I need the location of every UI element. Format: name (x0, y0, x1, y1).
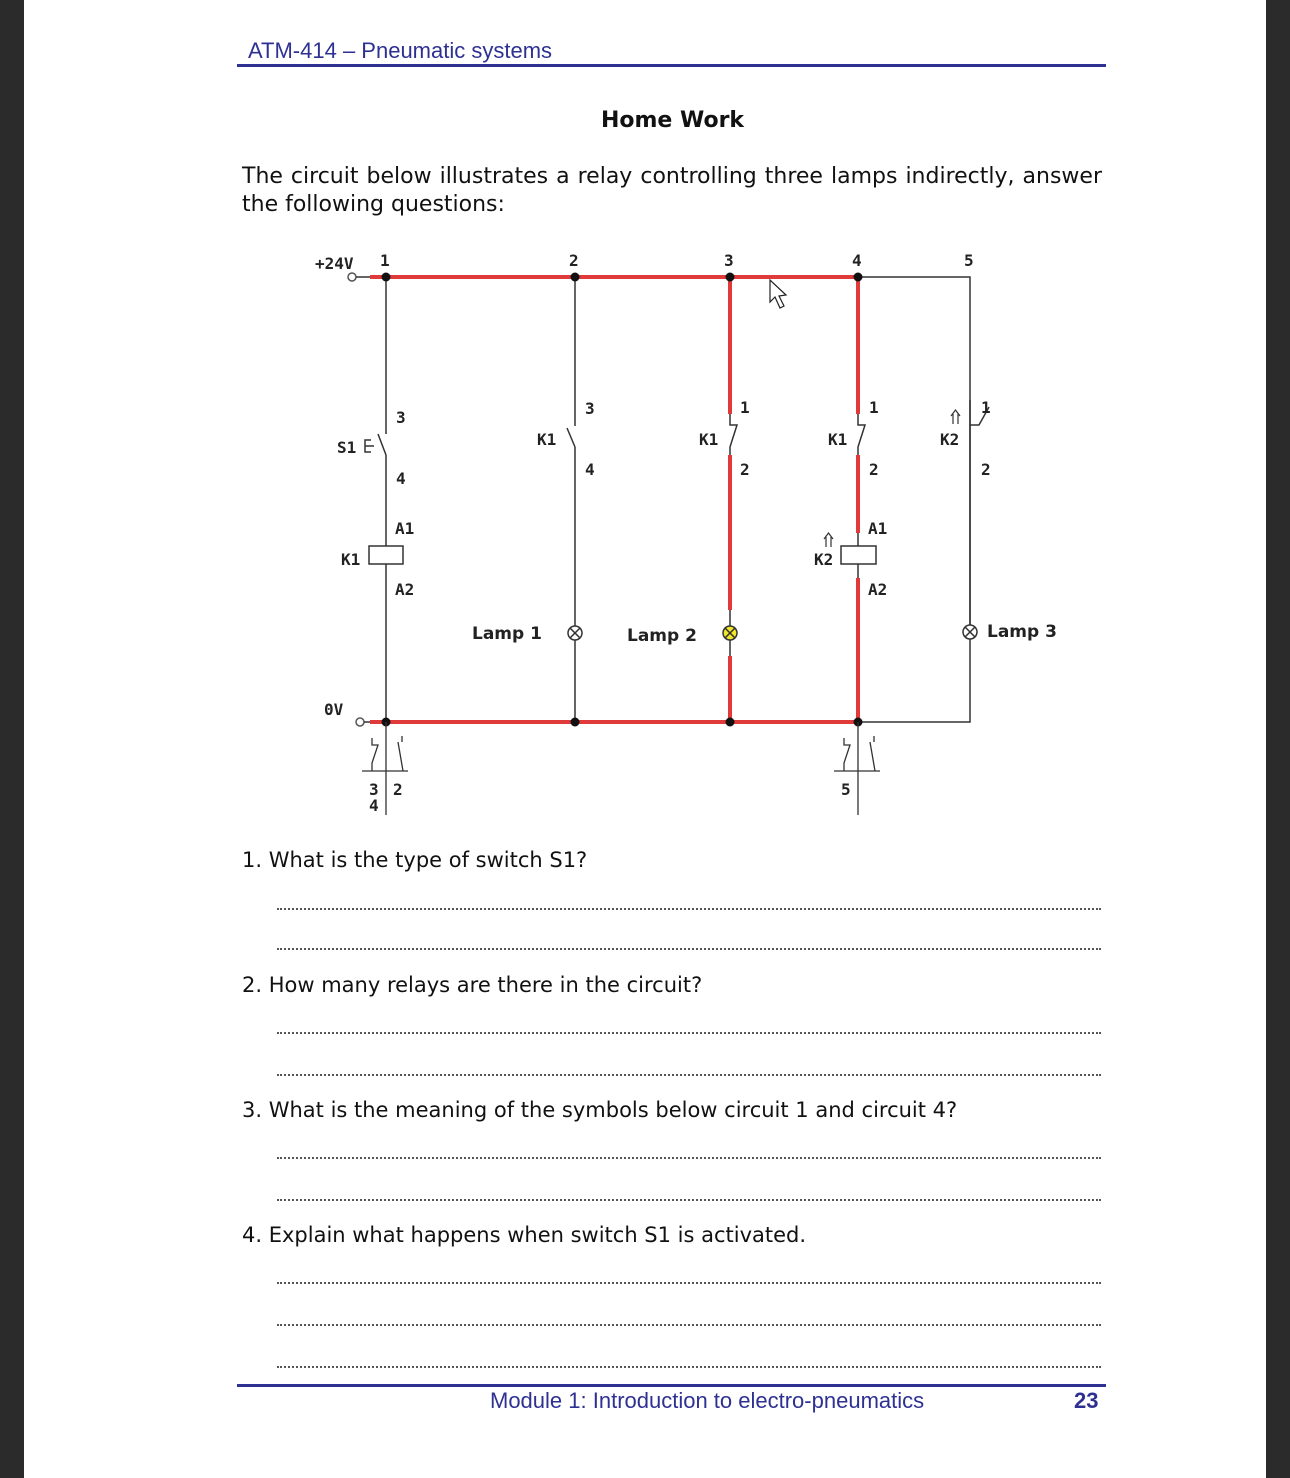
lamp-2-icon (723, 626, 737, 640)
answer-line[interactable] (277, 908, 1101, 910)
terminal-label: 1 (981, 398, 991, 417)
switch-s1-label: S1 (337, 438, 357, 457)
terminal-label: 2 (869, 460, 879, 479)
relay-coil-k1 (369, 546, 403, 564)
contact-label: K1 (828, 430, 848, 449)
xref-label: 2 (393, 780, 403, 799)
terminal-label: 2 (740, 460, 750, 479)
branch-3 (723, 277, 737, 722)
branch-number: 1 (380, 251, 390, 270)
branch-number: 2 (569, 251, 579, 270)
xref-label: 4 (369, 796, 379, 815)
contact-xref-branch-4 (834, 722, 880, 815)
question-1: 1. What is the type of switch S1? (242, 848, 588, 872)
question-4: 4. Explain what happens when switch S1 is activated. (242, 1223, 807, 1247)
question-2: 2. How many relays are there in the circuit? (242, 973, 703, 997)
answer-line[interactable] (277, 1074, 1101, 1076)
branch-2 (567, 277, 582, 722)
page-title: Home Work (600, 108, 745, 133)
terminal-label: 2 (981, 460, 991, 479)
lamp-1-icon (568, 626, 582, 640)
intro-text: The circuit below illustrates a relay controlling three lamps indirectly, answer the following questions: (242, 164, 1102, 217)
answer-line[interactable] (277, 1157, 1101, 1159)
answer-line[interactable] (277, 1366, 1101, 1368)
xref-label: 5 (841, 780, 851, 799)
header-rule (237, 64, 1106, 67)
relay-circuit-diagram (300, 240, 1100, 830)
terminal-label: 1 (740, 398, 750, 417)
k2-arrow-icon (824, 533, 833, 547)
terminal-label: A1 (868, 519, 888, 538)
lamp-3-label: Lamp 3 (987, 622, 1057, 642)
branch-number: 5 (964, 251, 974, 270)
bottom-rail (356, 718, 858, 726)
lamp-3-icon (963, 625, 977, 639)
terminal-label: A1 (395, 519, 415, 538)
terminal-label: 4 (396, 469, 406, 488)
contact-label: K1 (537, 430, 557, 449)
answer-line[interactable] (277, 1199, 1101, 1201)
coil-k1-label: K1 (341, 550, 361, 569)
branch-4 (824, 277, 876, 722)
branch-number: 3 (724, 251, 734, 270)
branch-1 (365, 277, 403, 722)
footer-module: Module 1: Introduction to electro-pneumatics (490, 1388, 925, 1413)
question-3: 3. What is the meaning of the symbols below circuit 1 and circuit 4? (242, 1098, 958, 1122)
lamp-2-label: Lamp 2 (627, 626, 697, 646)
terminal-label: 4 (585, 460, 595, 479)
answer-line[interactable] (277, 1324, 1101, 1326)
contact-label: K2 (940, 430, 960, 449)
page-number: 23 (1074, 1388, 1099, 1413)
top-rail (348, 273, 970, 722)
contact-label: K1 (699, 430, 719, 449)
terminal-label: A2 (395, 580, 415, 599)
coil-k2-label: K2 (814, 550, 834, 569)
supply-positive-label: +24V (315, 254, 354, 273)
answer-line[interactable] (277, 948, 1101, 950)
xref-label: 3 (369, 780, 379, 799)
header-course: ATM-414 – Pneumatic systems (248, 38, 553, 63)
junction-dots (382, 273, 863, 727)
relay-coil-k2 (841, 546, 876, 564)
terminal-label: 3 (585, 399, 595, 418)
footer-rule (237, 1384, 1106, 1387)
branch-number: 4 (852, 251, 862, 270)
supply-negative-label: 0V (324, 700, 344, 719)
terminal-label: 1 (869, 398, 879, 417)
answer-line[interactable] (277, 1032, 1101, 1034)
terminal-label: 3 (396, 408, 406, 427)
mouse-cursor-icon (770, 280, 786, 308)
terminal-label: A2 (868, 580, 888, 599)
answer-line[interactable] (277, 1282, 1101, 1284)
lamp-1-label: Lamp 1 (472, 624, 542, 644)
k2-arrow-icon (951, 410, 960, 424)
